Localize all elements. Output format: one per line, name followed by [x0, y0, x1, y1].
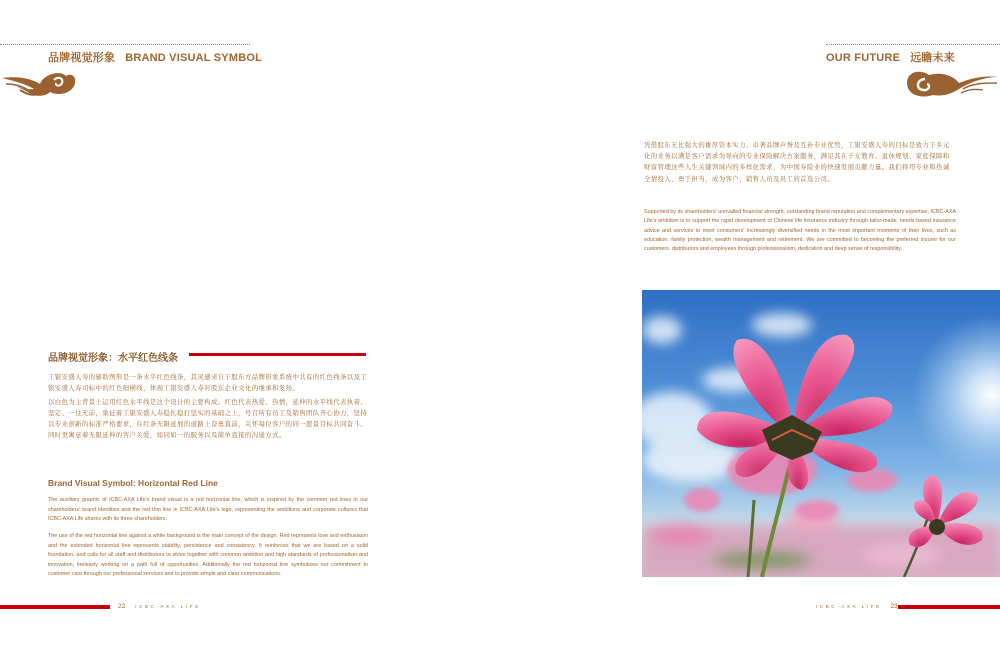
intro-cn-paragraph: 凭借股东无比强大的雄厚资本实力、卓著品牌声誉及互补专业优势，工银安盛人寿的目标是致力于多元化的业务以满足客户需求为导向的专业保险解决方案服务，满足其在子女教育、退休规划、家庭保障和财富管理这些人生关键领域内的多样化需求，为中国寿险业的快速发展贡献力量。我们将用专业和热诚全情投入、勇于担当，成为客户、销售人员及员工的首选公司。 [644, 141, 950, 183]
section-heading-cn: 品牌视觉形象：水平红色线条 [48, 353, 178, 364]
header-dotted-rule-left [0, 44, 250, 45]
red-horizontal-line [189, 353, 366, 356]
flower-illustration [642, 290, 1000, 577]
cosmos-flower-photo [642, 290, 1000, 577]
footer-red-line-left [0, 605, 110, 609]
header-title-en: OUR FUTURE [826, 52, 901, 64]
footer-red-line-right [898, 605, 1000, 609]
footer-brand: ICBC-AXA LIFE [135, 604, 201, 609]
header-title-cn: 品牌视觉形象 [48, 52, 116, 64]
page-number: 22 [118, 603, 126, 610]
page-number: 23 [890, 603, 898, 610]
header-title-en: BRAND VISUAL SYMBOL [125, 52, 263, 64]
footer-folio-right [816, 603, 898, 610]
en-paragraph: The use of the red horizontal line against a white background is the main concept of the design. Red represents love and enthusiasm and the extended horizontal line represents stability, persistence and consistency. It reinforces that we are based on a solid foundation, and calls for all staff and distributors to strive together with common ambition and high standards of professionalism and innovation, tirelessly working on a path full of opportunities. Additionally the red horizontal line symbolizes our commitment to customer care through our professional services and to provide simple and clear communications. [48, 533, 368, 578]
cloud-swirl-ornament-icon [903, 63, 1000, 103]
en-paragraph: The auxiliary graphic of ICBC-AXA Life's brand visual is a red horizontal line, which is inspired by the common red lines in our shareholders' brand identities and the red thin line in ICBC-AXA Life's logo, representing the ambitions and corporate cultures that ICBC-AXA Life shares with its three shareholders. [48, 497, 368, 523]
cloud-swirl-ornament-icon [0, 64, 80, 100]
section-heading-en: Brand Visual Symbol: Horizontal Red Line [48, 478, 218, 488]
footer-brand: ICBC-AXA LIFE [816, 604, 882, 609]
header-title-cn: 远瞻未来 [910, 52, 955, 64]
left-header-title [48, 49, 262, 65]
intro-en-paragraph: Supported by its shareholders' unrivalled financial strength, outstanding brand reputation and complementary expertise, ICBC-AXA Life's ambition is to support the rapid development of Chinese life insurance industry through tailor-made, needs based insurance advice and services to meet consumers' increasingly diversified needs in the most important moments of their lives, such as education, family protection, wealth management and retirement. We are committed to becoming the preferred insurer for our customers, distributors and employees through professionalism, dedication and deep sense of responsibility. [644, 209, 956, 253]
cn-paragraph: 以白色为主背景上运用红色水平线是这个设计的主要构成。红色代表热爱、热情，延伸的水平线代表执着、坚定、一往无前，象征着工银安盛人寿稳扎稳打坚实的基础之上，号召所有员工及销售团队齐心协力，坚持以专业创新的标准严格要求，在红条无限延展的道路上奋勇直前，关怀每位客户的同一愿景目标共同奋斗。同时更寓意着无限延伸的客户关爱，如同如一的服务以及简单直接的沟通方式。 [48, 398, 368, 439]
header-dotted-rule-right [826, 44, 1000, 45]
footer-folio-left [118, 603, 201, 610]
cn-paragraph: 工银安盛人寿的辅助图形是一条水平红色线条，其灵感来自于股东方品牌形象系统中共有的红色线条以及工银安盛人寿司标中的红色细横线，体现工银安盛人寿对股东企业文化的继承和发扬。 [48, 373, 368, 392]
